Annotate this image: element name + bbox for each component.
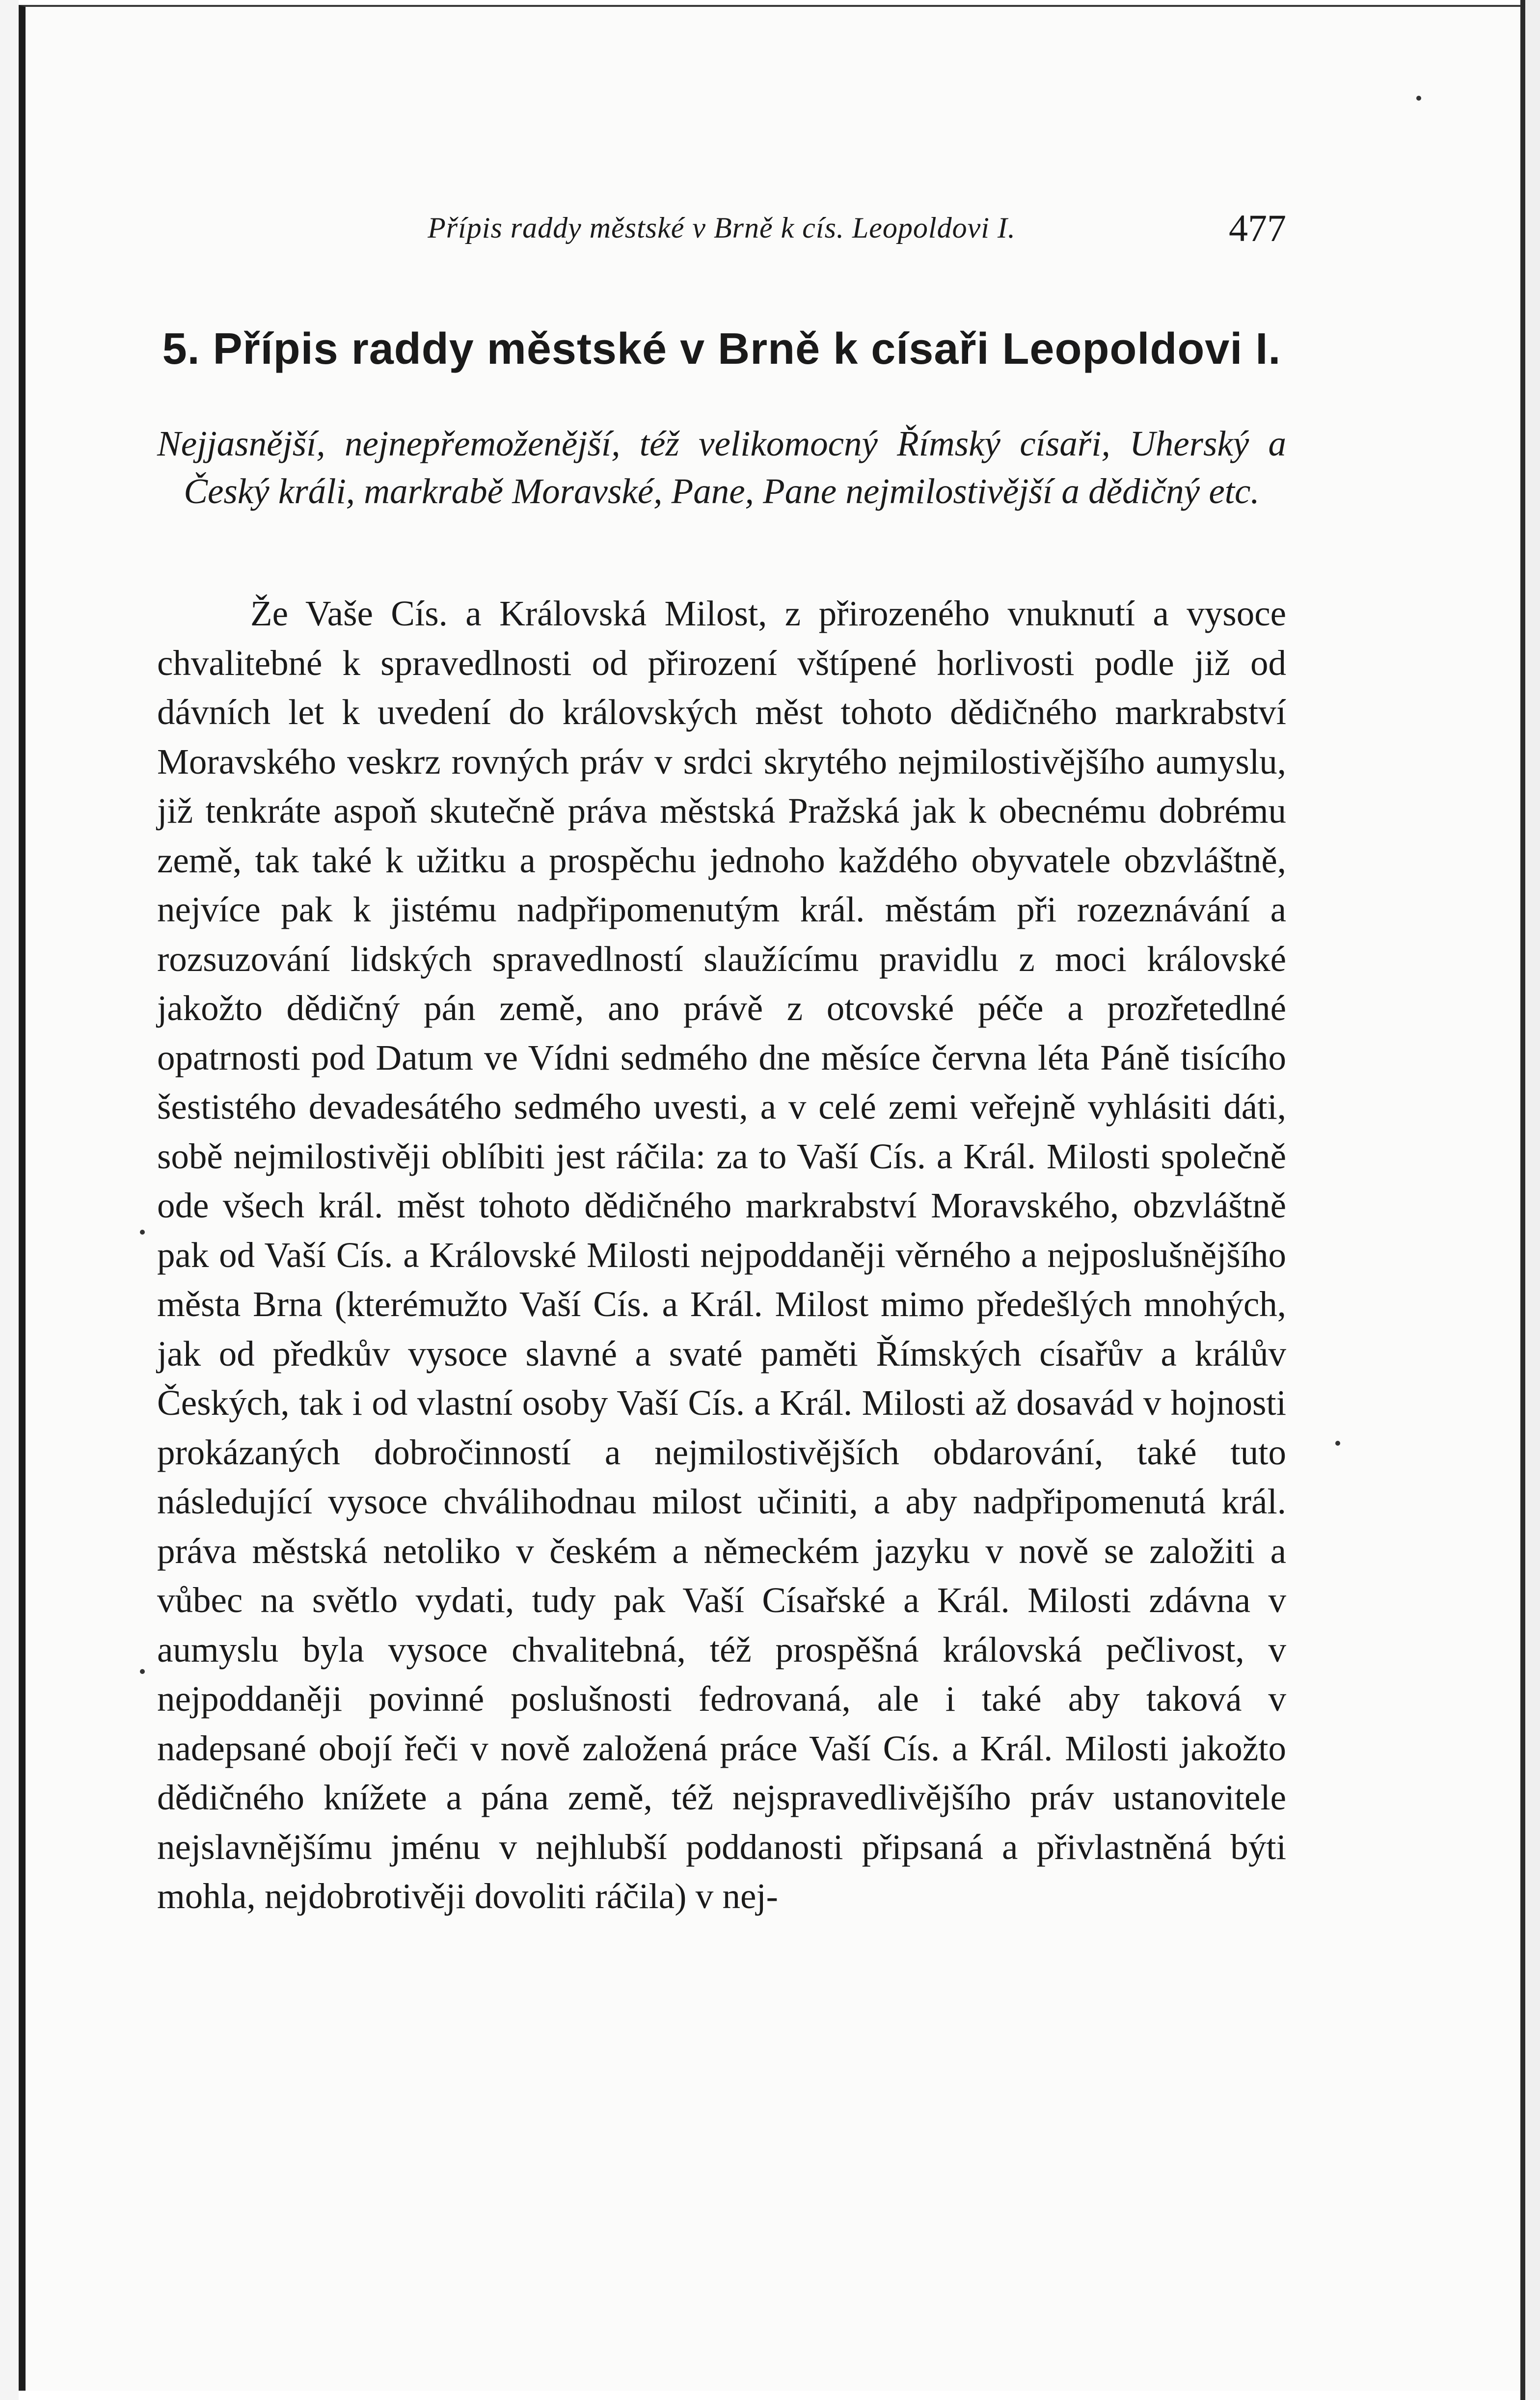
scan-speck (1416, 96, 1421, 101)
body-paragraph: Že Vaše Cís. a Královská Milost, z přirozeného vnuknutí a vysoce chvalitebné k spravedlnosti od přirození vštípené horlivosti podle již od dávních let k uvedení do královských měst tohoto dědičného markrabství Moravského veskrz rovných práv v srdci skrytého nejmilostivějšího aumyslu, již tenkráte aspoň skutečně práva městská Pražská jak k obecnému dobrému země, tak také k užitku a prospěchu jednoho každého obyvatele obzvláštně, nejvíce pak k jistému nadpřipomenutým král. městám při rozeznávání a rozsuzování lidských spravedlností slaužícímu pravidlu z moci královské jakožto dědičný pán země, ano právě z otcovské péče a prozřetedlné opatrnosti pod Datum ve Vídni sedmého dne měsíce června léta Páně tisícího šestistého devadesátého sedmého uvesti, a v celé zemi veřejně vyhlásiti dáti, sobě nejmilostivěji oblíbiti jest ráčila: za to Vaší Cís. a Král. Milosti společně ode všech král. měst tohoto dědičného markrabství Moravského, obzvláštně pak od Vaší Cís. a Královské Milosti nejpoddaněji věrného a nejposlušnějšího města Brna (kterémužto Vaší Cís. a Král. Milost mimo předešlých mnohých, jak od předkův vysoce slavné a svaté paměti Římských císařův a králův Českých, tak i od vlastní osoby Vaší Cís. a Král. Milosti až dosavád v hojnosti prokázaných dobročinností a nejmilostivějších obdarování, také tuto následující vysoce chválihodnau milost učiniti, a aby nadpřipomenutá král. práva městská netoliko v českém a německém jazyku v nově se založiti a vůbec na světlo vydati, tudy pak Vaší Císařské a Král. Milosti zdávna v aumyslu byla vysoce chvalitebná, též prospěšná královská pečlivost, v nejpoddaněji povinné poslušnosti fedrovaná, ale i také aby taková v nadepsané obojí řeči v nově založená práce Vaší Cís. a Král. Milosti jakožto dědičného knížete a pána země, též nejspravedlivějšího práv ustanovitele nejslavnějšímu jménu v nejhlubší poddanosti připsaná a přivlastněná býti mohla, nejdobrotivěji dovoliti ráčila) v nej- (157, 593, 1286, 1916)
section-title: 5. Přípis raddy městské v Brně k císaři Leopoldovi I. (162, 324, 1281, 374)
scan-speck (140, 1230, 145, 1235)
salutation: Nejjasnější, nejnepřemoženější, též velikomocný Římský císaři, Uherský a Český králi, markrabě Moravské, Pane, Pane nejmilostivější a dědičný etc. (157, 424, 1286, 511)
running-header: Přípis raddy městské v Brně k cís. Leopoldovi I. (428, 212, 1016, 244)
scan-left-margin (0, 0, 19, 2400)
scan-speck (140, 1669, 145, 1674)
scan-speck (1335, 1441, 1340, 1446)
scan-right-margin (1520, 0, 1540, 2400)
page-number: 477 (1229, 207, 1286, 249)
